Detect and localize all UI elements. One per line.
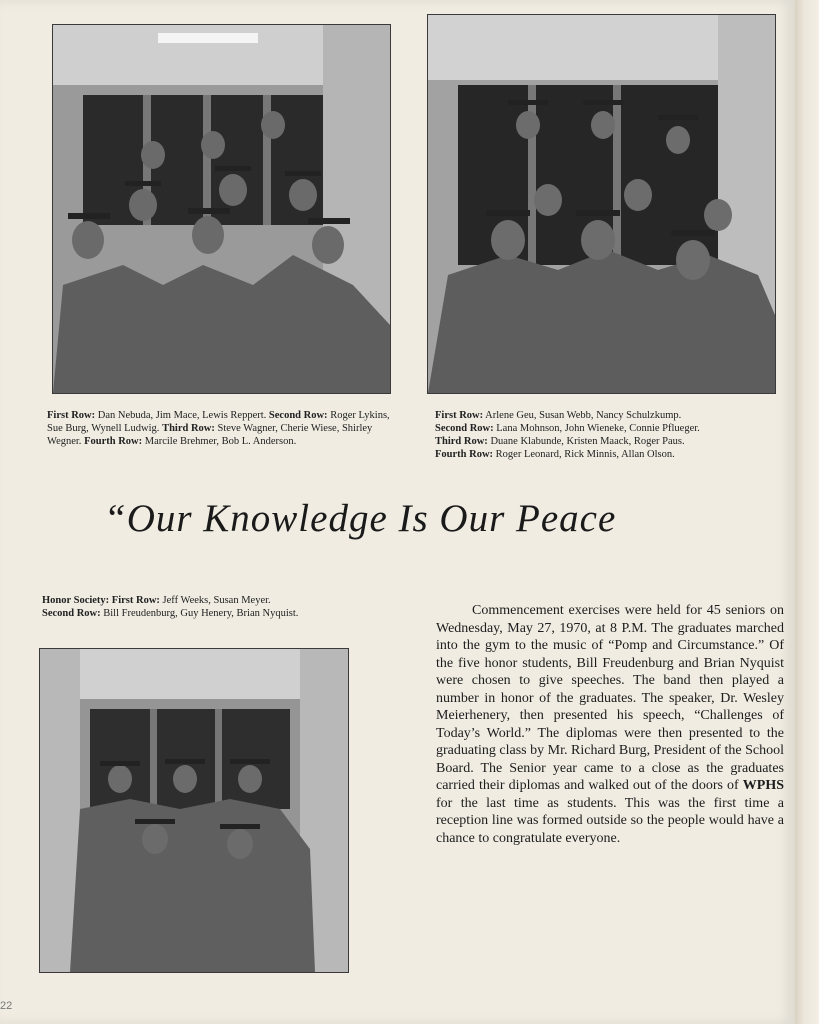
caption-names: Bill Freudenburg, Guy Henery, Brian Nyquist. bbox=[100, 608, 299, 619]
article-text-part: for the last time as students. This was the first time a reception line was formed outside so the people would have a chance to congratulate everyone. bbox=[436, 795, 784, 846]
page-number: 22 bbox=[0, 1000, 13, 1012]
graduates-photo-2 bbox=[428, 15, 775, 393]
page-heading: “Our Knowledge Is Our Peace bbox=[104, 497, 617, 540]
caption-names: Jeff Weeks, Susan Meyer. bbox=[159, 595, 271, 606]
caption-top-left bbox=[47, 409, 395, 448]
caption-label: Second Row: bbox=[268, 410, 328, 421]
caption-names: Dan Nebuda, Jim Mace, Lewis Reppert. bbox=[95, 410, 269, 421]
caption-label: Fourth Row: bbox=[84, 436, 143, 447]
caption-names: Arlene Geu, Susan Webb, Nancy Schulzkump. bbox=[483, 410, 682, 421]
caption-label: First Row: bbox=[47, 410, 96, 421]
graduates-photo-1 bbox=[53, 25, 390, 393]
caption-label: Second Row: bbox=[435, 423, 494, 434]
caption-names: Roger Leonard, Rick Minnis, Allan Olson. bbox=[493, 449, 675, 460]
caption-names: Duane Klabunde, Kristen Maack, Roger Paus. bbox=[487, 436, 685, 447]
caption-label: Fourth Row: bbox=[435, 449, 494, 460]
caption-names: Steve Wagner, Cherie Wiese, Shirley Wegner. bbox=[47, 423, 373, 447]
caption-label: Second Row: bbox=[42, 608, 101, 619]
caption-label: Honor Society: First Row: bbox=[42, 595, 160, 606]
article-text bbox=[436, 602, 784, 847]
caption-names: Marcile Brehmer, Bob L. Anderson. bbox=[142, 436, 297, 447]
caption-names: Roger Lykins, Sue Burg, Wynell Ludwig. bbox=[47, 410, 390, 434]
caption-label: First Row: bbox=[435, 410, 484, 421]
honor-society-photo bbox=[40, 649, 348, 972]
school-name: WPHS bbox=[742, 778, 784, 793]
caption-honor-society bbox=[42, 594, 362, 620]
photo-top-left bbox=[52, 24, 391, 394]
article-text-part: Commencement exercises were held for 45 seniors on Wednesday, May 27, 1970, at 8 P.M. The graduates marched into the gym to the music of “Pomp and Circumstance.” Of the five honor students, Bill Freudenburg and Brian Nyquist were chosen to give speeches. The band then played a number in honor of the graduates. The speaker, Dr. Wesley Meierhenery, then presented his speech, “Challenges of Today’s World.” The diplomas were then presented to the graduating class by Mr. Richard Burg, President of the School Board. The Senior year came to a close as the graduates carried their diplomas and walked out of the doors of bbox=[436, 603, 784, 793]
caption-names: Lana Mohnson, John Wieneke, Connie Pflueger. bbox=[493, 423, 700, 434]
photo-top-right bbox=[427, 14, 776, 394]
photo-honor-society bbox=[39, 648, 349, 973]
caption-label: Third Row: bbox=[162, 423, 215, 434]
caption-top-right bbox=[435, 409, 785, 461]
next-page-edge bbox=[795, 0, 819, 1024]
caption-label: Third Row: bbox=[435, 436, 488, 447]
